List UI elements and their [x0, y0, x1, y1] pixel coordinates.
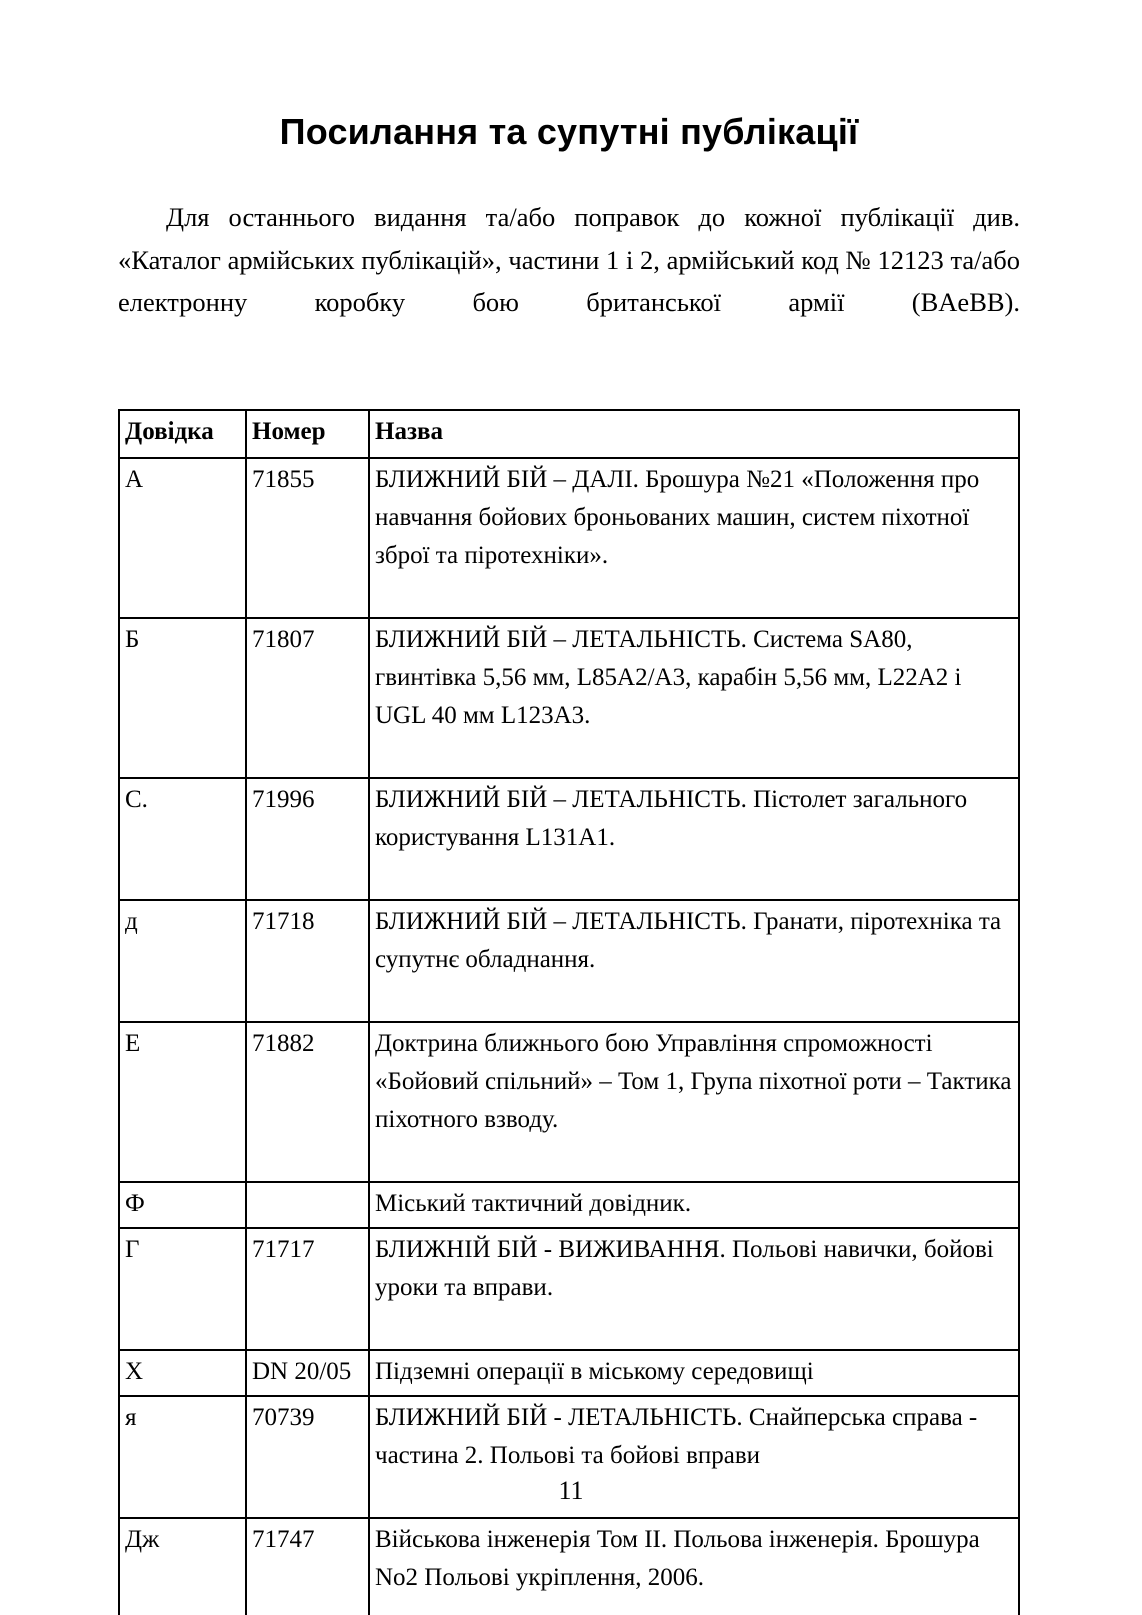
- cell-title: [369, 1228, 1019, 1350]
- table-header-row: [119, 410, 1019, 458]
- table-row: [119, 900, 1019, 1022]
- cell-title-text: Військова інженерія Том II. Польова інженерія. Брошура No2 Польові укріплення, 2006.: [375, 1526, 980, 1592]
- cell-title-text: БЛИЖНИЙ БІЙ – ЛЕТАЛЬНІСТЬ. Система SA80, гвинтівка 5,56 мм, L85A2/A3, карабін 5,56 мм, L22A2 і UGL 40 мм L123A3.: [375, 626, 962, 730]
- cell-title-text: Доктрина ближнього бою Управління спроможності «Бойовий спільний» – Том 1, Група піхотної роти – Тактика піхотного взводу.: [375, 1030, 1012, 1134]
- table-header: [119, 410, 1019, 458]
- cell-reference: С.: [119, 778, 246, 900]
- cell-reference: Х: [119, 1350, 246, 1396]
- cell-title: Міський тактичний довідник.: [369, 1182, 1019, 1228]
- table-row: [119, 1182, 1019, 1228]
- cell-reference: Ф: [119, 1182, 246, 1228]
- cell-title: [369, 1022, 1019, 1182]
- references-table-container: [118, 367, 1020, 1615]
- cell-number: 71996: [246, 778, 369, 900]
- cell-number: 71718: [246, 900, 369, 1022]
- cell-reference: Б: [119, 618, 246, 778]
- cell-title-text: БЛИЖНИЙ БІЙ - ЛЕТАЛЬНІСТЬ. Снайперська справа - частина 2. Польові та бойові вправи: [375, 1404, 978, 1470]
- page-title: Посилання та супутні публікації: [279, 111, 859, 152]
- column-header-number: Номер: [246, 410, 369, 458]
- cell-number: 70739: [246, 1396, 369, 1518]
- cell-title: [369, 778, 1019, 900]
- cell-title: [369, 1518, 1019, 1615]
- cell-title-text: БЛИЖНИЙ БІЙ – ДАЛІ. Брошура №21 «Положення про навчання бойових броньованих машин, систем піхотної зброї та піротехніки».: [375, 466, 980, 570]
- cell-title-text: БЛИЖНИЙ БІЙ – ЛЕТАЛЬНІСТЬ. Пістолет загального користування L131A1.: [375, 786, 968, 852]
- cell-title: Підземні операції в міському середовищі: [369, 1350, 1019, 1396]
- table-row: [119, 1350, 1019, 1396]
- cell-number: 71807: [246, 618, 369, 778]
- cell-title-text: БЛИЖНІЙ БІЙ - ВИЖИВАННЯ. Польові навички, бойові уроки та вправи.: [375, 1236, 994, 1302]
- table-row: [119, 1518, 1019, 1615]
- cell-number: 71882: [246, 1022, 369, 1182]
- cell-reference: я: [119, 1396, 246, 1518]
- intro-paragraph: Для останнього видання та/або поправок до кожної публікації див. «Каталог армійських публікацій», частини 1 і 2, армійський код № 12123 та/або електронну коробку бою британської армії (BAeBB).: [118, 201, 1020, 318]
- cell-number: 71717: [246, 1228, 369, 1350]
- cell-reference: Дж: [119, 1518, 246, 1615]
- table-row: [119, 1022, 1019, 1182]
- cell-reference: Г: [119, 1228, 246, 1350]
- cell-title: [369, 618, 1019, 778]
- table-body: [119, 458, 1019, 1615]
- table-row: [119, 778, 1019, 900]
- column-header-title: Назва: [369, 410, 1019, 458]
- table-row: [119, 1228, 1019, 1350]
- column-header-reference: Довідка: [119, 410, 246, 458]
- cell-title: [369, 458, 1019, 618]
- cell-number: DN 20/05: [246, 1350, 369, 1396]
- page-content: [118, 0, 1020, 1615]
- cell-title: [369, 900, 1019, 1022]
- references-table: [118, 409, 1020, 1615]
- table-row: [119, 458, 1019, 618]
- cell-reference: д: [119, 900, 246, 1022]
- page-number: 11: [558, 1476, 584, 1505]
- cell-number: 71855: [246, 458, 369, 618]
- cell-number: 71747: [246, 1518, 369, 1615]
- table-row: [119, 618, 1019, 778]
- cell-reference: Е: [119, 1022, 246, 1182]
- cell-number: [246, 1182, 369, 1228]
- cell-reference: А: [119, 458, 246, 618]
- cell-title-text: БЛИЖНИЙ БІЙ – ЛЕТАЛЬНІСТЬ. Гранати, піротехніка та супутнє обладнання.: [375, 908, 1002, 974]
